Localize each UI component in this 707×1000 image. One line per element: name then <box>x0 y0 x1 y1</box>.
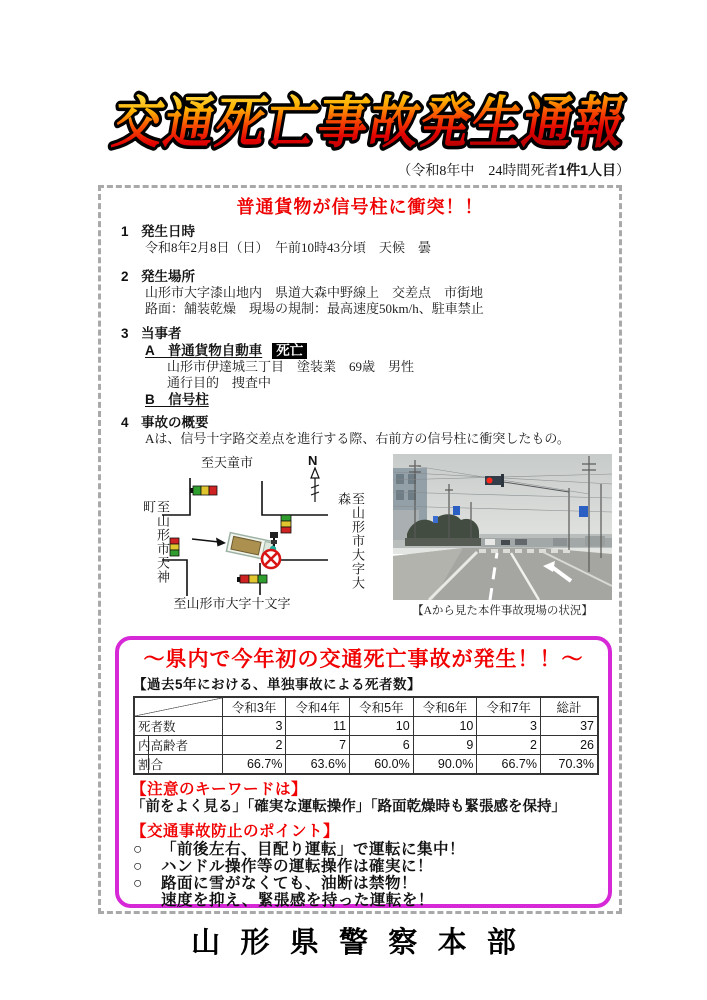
diagram-label-west-road: 至山形市天神町 <box>141 500 170 584</box>
keywords-body: 「前をよく見る」「確実な運転操作」「路面乾燥時も緊張感を保持」 <box>131 799 566 815</box>
point-bullet <box>131 892 161 909</box>
party-a-label: A 普通貨物自動車 <box>145 343 263 358</box>
summary-text: Aは、信号十字路交差点を進行する際、右前方の信号柱に衝突したもの。 <box>145 431 570 446</box>
diagram-label-north-road: 至天童市 <box>200 455 253 470</box>
travel-arrow-icon <box>192 538 226 547</box>
row-label: 内高齢者 <box>134 736 222 755</box>
section-parties <box>111 325 609 408</box>
col-header: 令和4年 <box>286 697 350 717</box>
cell: 63.6% <box>286 755 350 775</box>
collision-icon <box>262 550 280 568</box>
incident-headline: 普通貨物が信号柱に衝突！！ <box>236 197 484 217</box>
subtitle-count: 1件1人目 <box>558 162 616 178</box>
subtitle-text: （令和8年中 24時間死者 <box>397 164 559 179</box>
cell: 90.0% <box>413 755 477 775</box>
cell: 2 <box>222 736 286 755</box>
photo-caption: 【Aから見た本件事故現場の状況】 <box>412 605 593 617</box>
traffic-light-icon <box>190 486 217 495</box>
section-datetime <box>111 223 609 256</box>
party-a-detail: 山形市伊達城三丁目 塗装業 69歳 男性 <box>167 359 415 374</box>
cell: 3 <box>477 717 541 736</box>
cell: 70.3% <box>540 755 598 775</box>
section-location <box>111 268 609 317</box>
cell: 66.7% <box>222 755 286 775</box>
col-header: 令和5年 <box>350 697 414 717</box>
section-title: 当事者 <box>141 326 182 341</box>
points-title: 【交通事故防止のポイント】 <box>131 822 340 840</box>
table-row <box>134 736 598 755</box>
section-number: 3 <box>121 326 129 341</box>
traffic-light-icon <box>237 575 267 583</box>
cell: 10 <box>350 717 414 736</box>
north-compass-icon <box>311 468 319 502</box>
north-label: N <box>308 453 318 468</box>
fatality-badge: 死亡 <box>272 343 307 359</box>
point-text: 路面に雪がなくても、油断は禁物！ <box>161 875 418 893</box>
figure-row <box>111 450 609 622</box>
alert-box <box>115 636 612 908</box>
cell: 2 <box>477 736 541 755</box>
datetime-text: 令和8年2月8日（日） 午前10時43分頃 天候 曇 <box>145 240 432 255</box>
road-condition-text: 路面：舗装乾燥 現場の規制：最高速度50km/h、駐車禁止 <box>145 301 484 316</box>
row-label: 死者数 <box>134 717 222 736</box>
traffic-light-icon <box>281 515 291 533</box>
table-row <box>134 755 598 775</box>
report-subtitle <box>0 162 707 180</box>
cell: 10 <box>413 717 477 736</box>
point-text: 「前後左右、目配り運転」で運転に集中！ <box>161 840 466 858</box>
point-text: ハンドル操作等の運転操作は確実に！ <box>161 857 434 875</box>
safety-point <box>131 875 596 892</box>
alert-headline: ～県内で今年初の交通死亡事故が発生！！～ <box>143 648 584 671</box>
party-b-label: B 信号柱 <box>145 392 209 407</box>
cell: 66.7% <box>477 755 541 775</box>
cell: 26 <box>540 736 598 755</box>
report-title: 交通死亡事故発生通報 <box>108 91 700 154</box>
diagram-label-south-road: 至山形市大字十文字 <box>173 596 291 611</box>
location-text: 山形市大字漆山地内 県道大森中野線上 交差点 市街地 <box>145 285 484 300</box>
row-label: 割合 <box>134 755 222 775</box>
point-bullet: ○ <box>133 875 143 893</box>
col-header: 令和3年 <box>222 697 286 717</box>
cell: 37 <box>540 717 598 736</box>
table-header-row <box>134 697 598 717</box>
safety-point <box>131 892 596 909</box>
col-header: 令和6年 <box>413 697 477 717</box>
section-title: 事故の概要 <box>141 415 209 430</box>
diagram-label-east-road: 至山形市大字大森 <box>336 492 365 590</box>
traffic-light-icon <box>170 538 179 556</box>
report-page <box>0 82 707 1000</box>
fatalities-table <box>133 696 599 775</box>
diagonal-cell <box>134 697 222 717</box>
safety-point <box>131 841 596 858</box>
report-title-banner <box>0 82 707 162</box>
cell: 11 <box>286 717 350 736</box>
fatalities-table-title: 【過去5年における、単独事故による死者数】 <box>133 677 422 692</box>
col-header: 令和7年 <box>477 697 541 717</box>
road-surface <box>393 548 612 600</box>
cell: 3 <box>222 717 286 736</box>
incident-box <box>98 185 622 914</box>
keywords-title: 【注意のキーワードは】 <box>131 781 308 798</box>
point-text: 速度を抑え、緊張感を持った運転を！ <box>161 892 434 910</box>
cell: 60.0% <box>350 755 414 775</box>
point-bullet: ○ <box>133 857 143 875</box>
section-title: 発生日時 <box>141 224 195 239</box>
col-header: 総計 <box>540 697 598 717</box>
party-a-purpose: 通行目的 捜査中 <box>167 375 272 390</box>
point-bullet: ○ <box>133 840 143 858</box>
table-row <box>134 717 598 736</box>
section-number: 1 <box>121 224 129 239</box>
section-summary <box>111 414 609 447</box>
scene-photo <box>393 454 612 600</box>
safety-point <box>131 858 596 875</box>
subtitle-close: ） <box>616 164 630 179</box>
section-title: 発生場所 <box>141 269 195 284</box>
section-number: 2 <box>121 269 129 284</box>
cell: 6 <box>350 736 414 755</box>
section-number: 4 <box>121 415 129 430</box>
organization-name: 山形県警察本部 <box>191 927 537 959</box>
cell: 7 <box>286 736 350 755</box>
cell: 9 <box>413 736 477 755</box>
